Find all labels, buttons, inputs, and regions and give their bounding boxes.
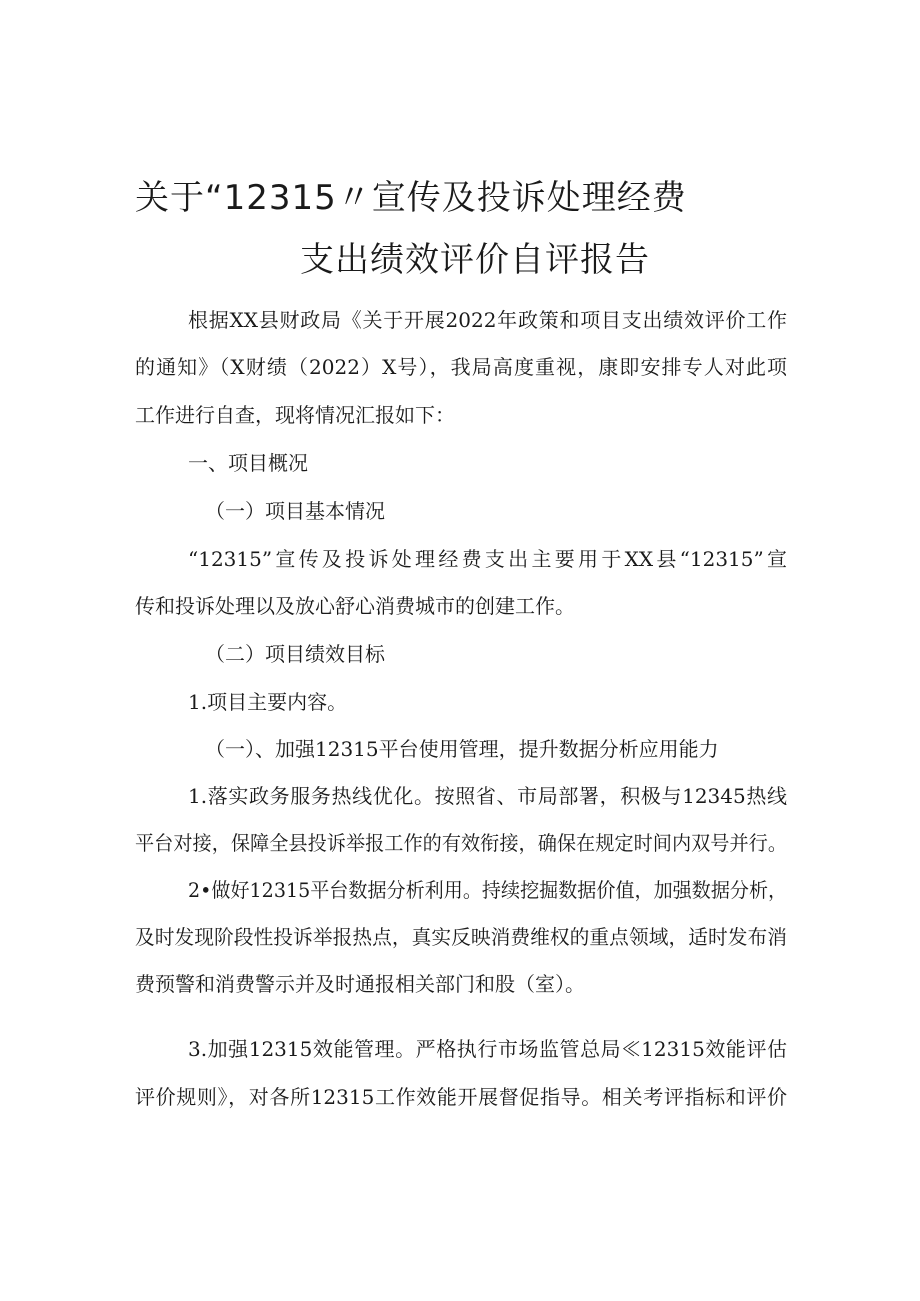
title-line-2: 支出绩效评价自评报告 [300,240,650,280]
paragraph-line: 传和投诉处理以及放心舒心消费城市的创建工作。 [135,594,575,618]
subsection-heading: （二）项目绩效目标 [205,642,385,666]
paragraph-line: 2•做好12315平台数据分析利用。持续挖掘数据价值，加强数据分析， [188,878,788,902]
paragraph-line: 3.加强12315效能管理。严格执行市场监管总局≪12315效能评估 [188,1037,787,1061]
subsection-heading: （一）项目基本情况 [205,499,385,523]
section-heading: 一、项目概况 [188,451,308,475]
paragraph-line: 的通知》（X财绩（2022）X号），我局高度重视，康即安排专人对此项 [135,355,787,379]
paragraph-line: 及时发现阶段性投诉举报热点，真实反映消费维权的重点领域，适时发布消 [135,925,787,949]
paragraph-line: 根据XX县财政局《关于开展2022年政策和项目支出绩效评价工作 [188,308,787,332]
paragraph-line: 1.项目主要内容。 [188,690,348,714]
paragraph-line: （一）、加强12315平台使用管理，提升数据分析应用能力 [205,737,719,761]
paragraph-line: 评价规则》，对各所12315工作效能开展督促指导。相关考评指标和评价 [135,1085,787,1109]
paragraph-line: “12315”宣传及投诉处理经费支出主要用于XX县“12315”宣 [188,547,787,571]
paragraph-line: 1.落实政务服务热线优化。按照省、市局部署，积极与12345热线 [188,784,787,808]
paragraph-line: 平台对接，保障全县投诉举报工作的有效衔接，确保在规定时间内双号并行。 [135,831,787,855]
title-line-1: 关于“12315〃宣传及投诉处理经费 [135,178,687,218]
paragraph-line: 费预警和消费警示并及时通报相关部门和股（室）。 [135,972,585,996]
paragraph-line: 工作进行自查，现将情况汇报如下： [135,403,455,427]
